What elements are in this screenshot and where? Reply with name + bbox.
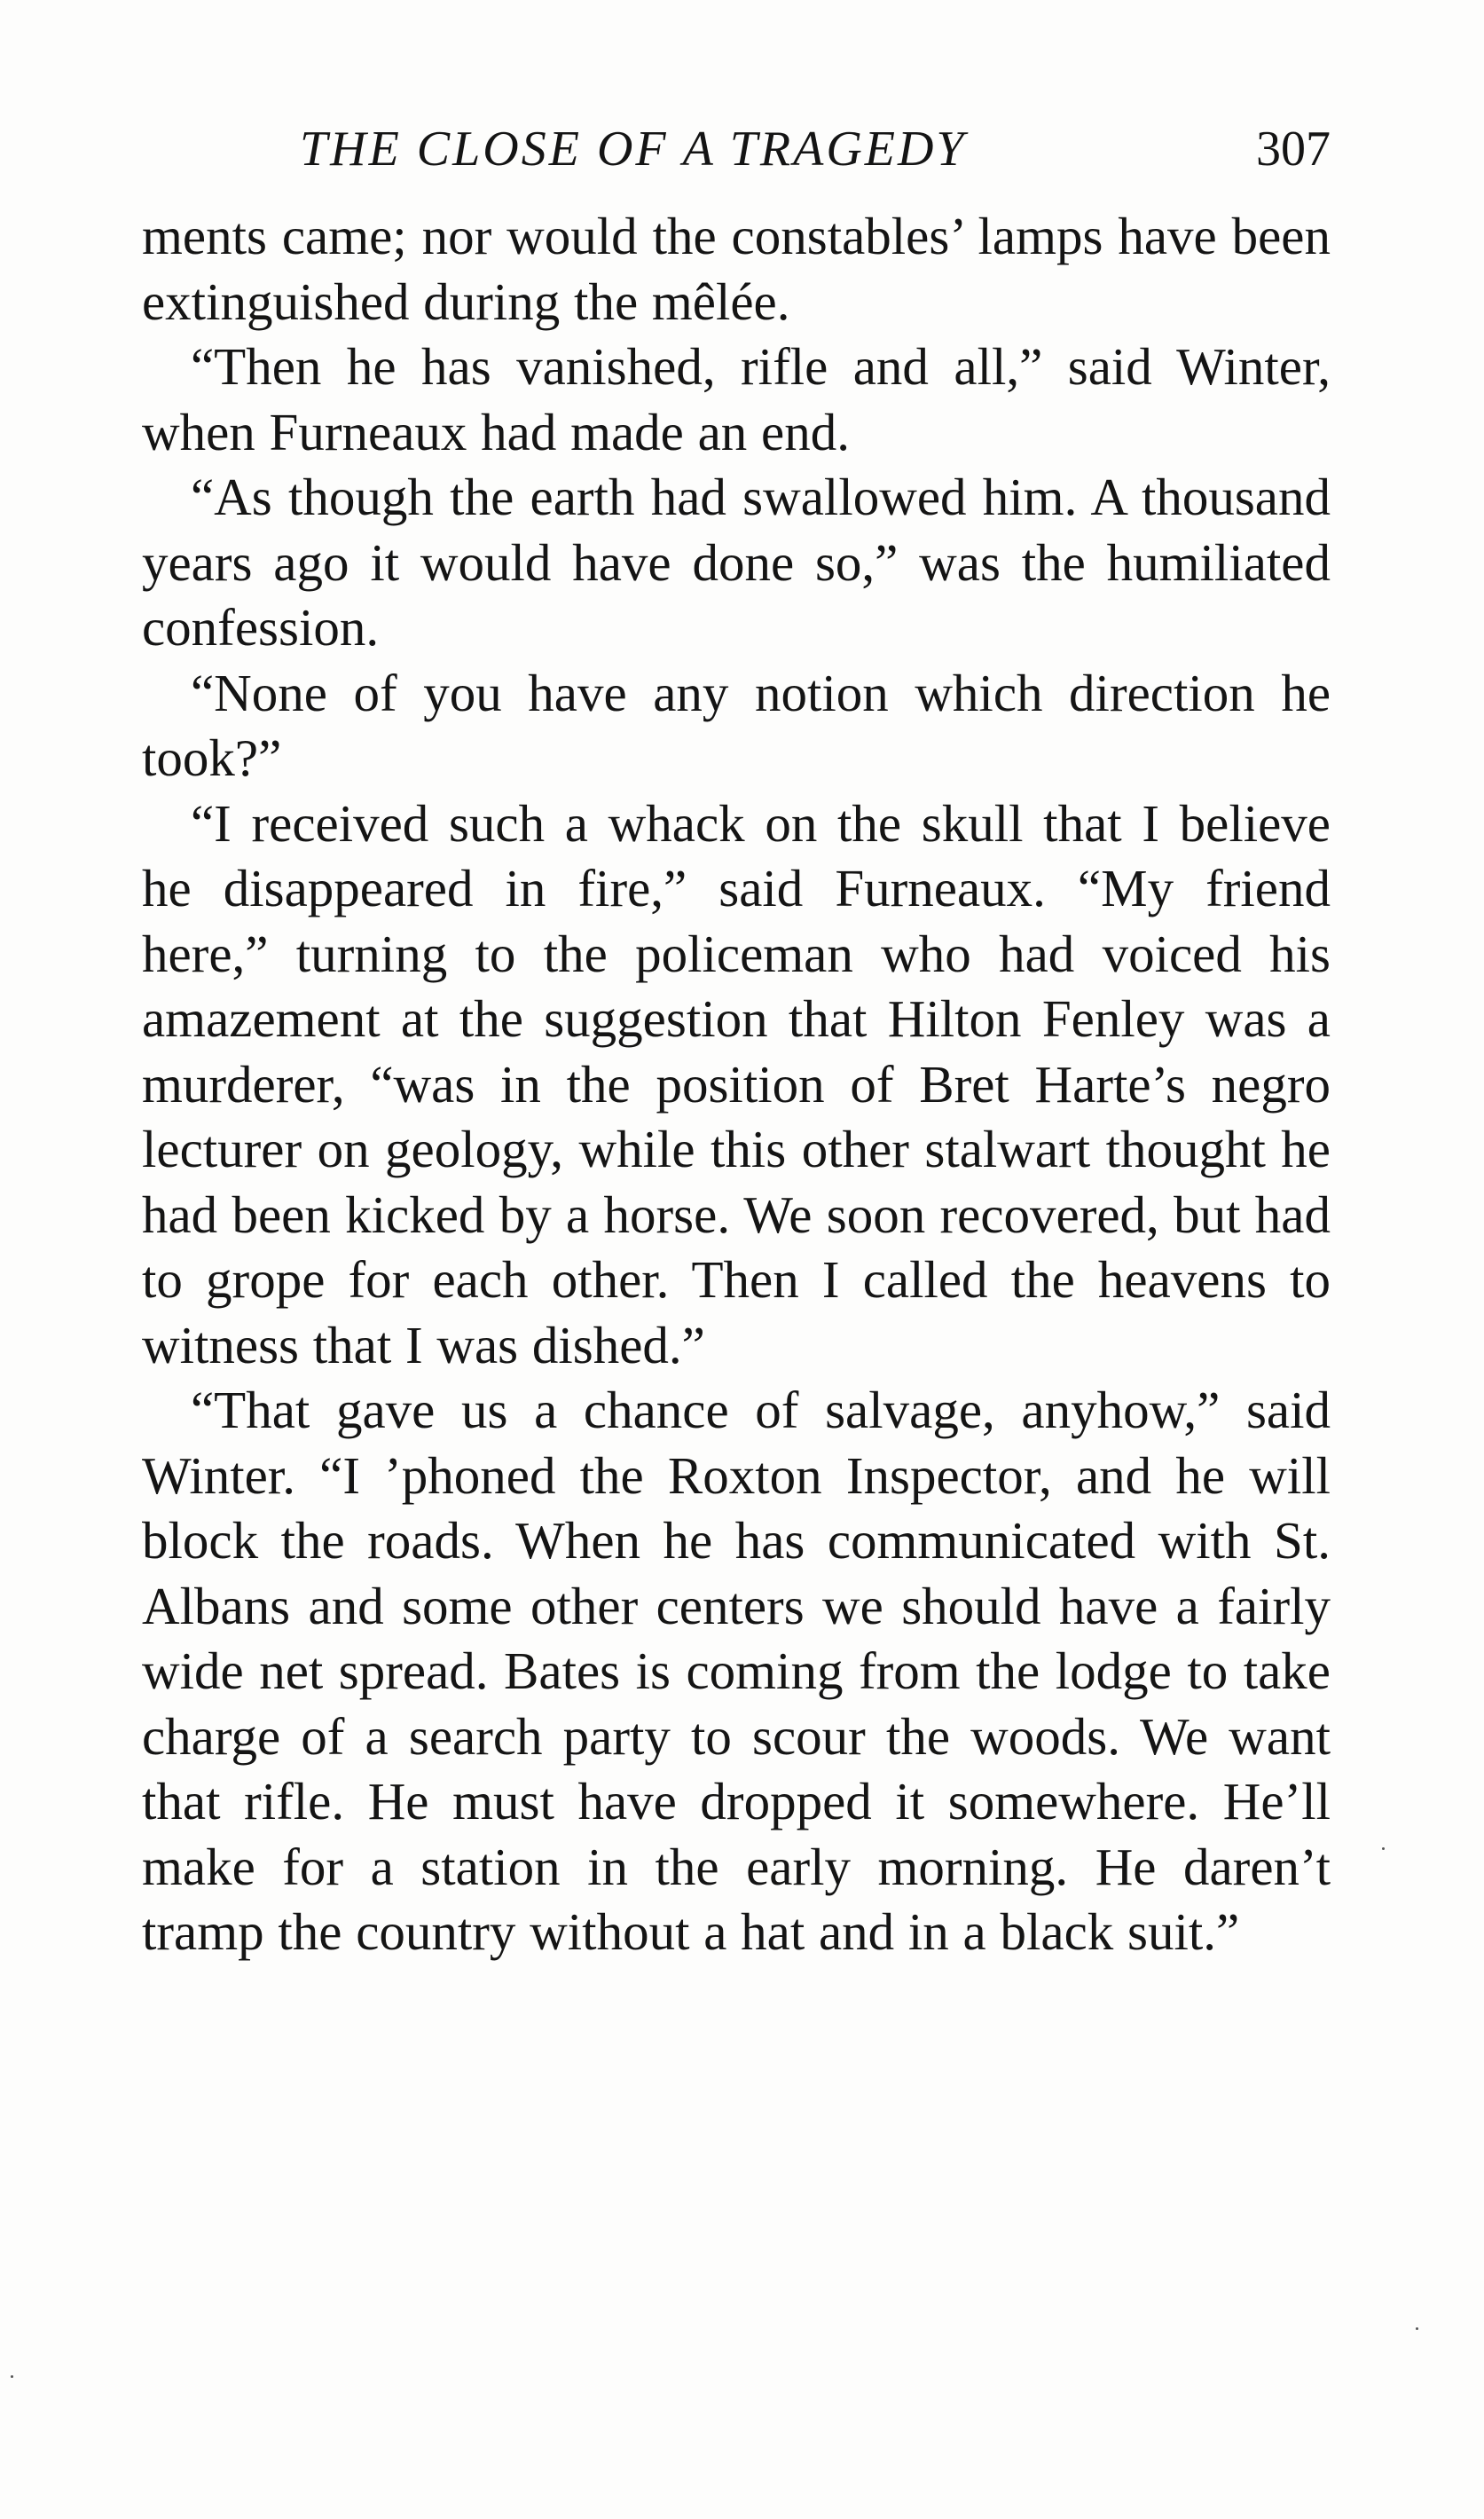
print-speck bbox=[11, 2375, 13, 2378]
paragraph: “None of you have any notion which direction he took?” bbox=[142, 663, 1331, 787]
paragraph: “I received such a whack on the skull that I believe he disappeared in fire,” said Furneaux. “My friend here,” turning to the policeman who had voiced his amazement at the suggestion that Hilton Fenley was a murderer, “was in the position of Bret Harte’s negro lecturer on geology, while this other stalwart thought he had been kicked by a horse. We soon recovered, but had to grope for each other. Then I called the heavens to witness that I was dished.” bbox=[142, 793, 1331, 1374]
paragraph: ments came; nor would the constables’ lamps have been extinguished during the mêlée. bbox=[142, 207, 1331, 331]
paragraph: “Then he has vanished, rifle and all,” said Winter, when Furneaux had made an end. bbox=[142, 337, 1331, 461]
body-text bbox=[142, 204, 1331, 1965]
running-title: THE CLOSE OF A TRAGEDY bbox=[300, 122, 967, 177]
print-speck bbox=[1382, 1847, 1385, 1850]
running-head bbox=[142, 114, 1331, 185]
paragraph: “As though the earth had swallowed him. A thousand years ago it would have done so,” was the humiliated confession. bbox=[142, 468, 1331, 657]
print-speck bbox=[1416, 2327, 1418, 2330]
paragraph: “That gave us a chance of salvage, anyhow,” said Winter. “I ’phoned the Roxton Inspector, and he will block the roads. When he has communicated with St. Albans and some other centers we should have a fairly wide net spread. Bates is coming from the lodge to take charge of a search party to scour the woods. We want that rifle. He must have dropped it somewhere. He’ll make for a station in the early morning. He daren’t tramp the country without a hat and in a black suit.” bbox=[142, 1381, 1331, 1961]
page-number: 307 bbox=[1256, 122, 1331, 177]
